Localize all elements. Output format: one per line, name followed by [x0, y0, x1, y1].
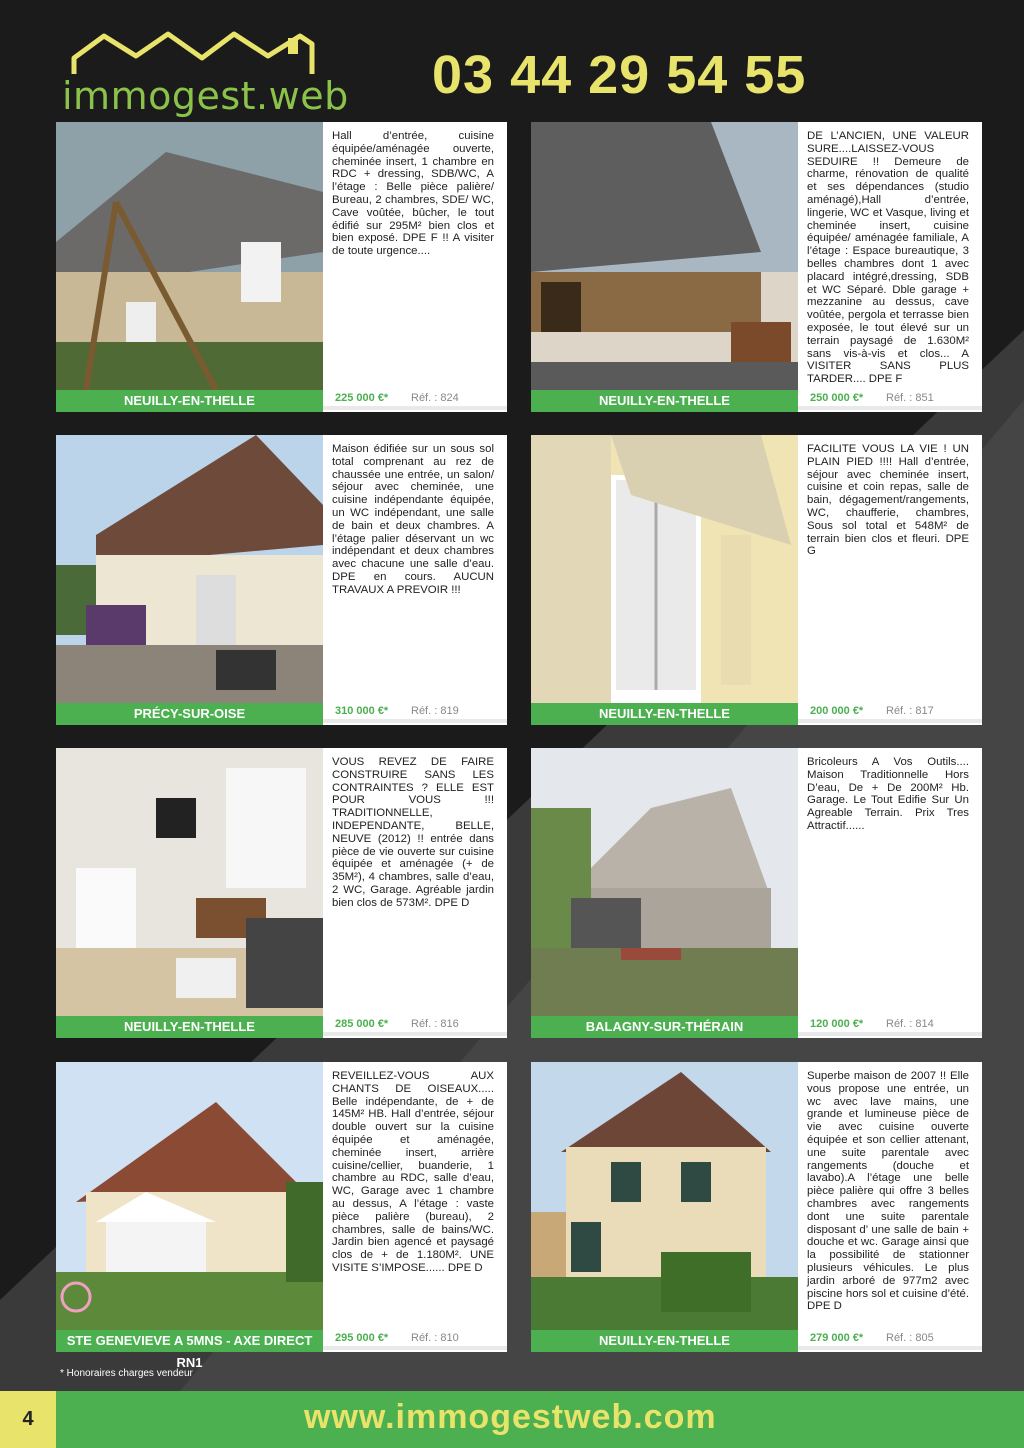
listing-price: 200 000 €*: [810, 705, 864, 717]
listing-photo: [531, 435, 798, 703]
listing-card[interactable]: [531, 122, 982, 412]
listing-description: DE L’ANCIEN, UNE VALEUR SURE....LAISSEZ-VOUS SEDUIRE !! Demeure de charme, rénovation de qualité et ses dépendances (studio aménagé),Hall d’entrée, lingerie, WC et Vasque, living et cheminée insert, cuisine équipée/ aménagée familiale, A l’étage : Espace bureautique, 3 belles chambres dont 1 avec placard intégré,dressing, SDB et WC Séparé. Dble garage + mezzanine au dessus, cave voûtée, pergola et terrasse bien exposée, le tout élevé sur un terrain paysagé de 1.630M² sans vis-à-vis et clos... A VISITER SANS PLUS TARDER.... DPE F: [807, 130, 969, 386]
price-bar: [323, 1016, 507, 1038]
price-underline: [323, 1346, 507, 1350]
listing-card[interactable]: [531, 748, 982, 1038]
ref-label: Réf. :: [411, 1332, 438, 1344]
ref-number: 810: [440, 1332, 459, 1344]
price-underline: [323, 406, 507, 410]
price-underline: [798, 1032, 982, 1036]
price-underline: [323, 719, 507, 723]
price-bar: [798, 1330, 982, 1352]
listing-ref: [411, 705, 459, 717]
listing-photo: [531, 122, 798, 390]
listing-ref: [886, 705, 934, 717]
ref-label: Réf. :: [886, 1018, 913, 1030]
listing-ref: [411, 392, 459, 404]
price-bar: [798, 1016, 982, 1038]
ref-label: Réf. :: [411, 1018, 438, 1030]
ref-number: 824: [440, 392, 459, 404]
listing-ref: [411, 1018, 459, 1030]
listing-card[interactable]: [56, 748, 507, 1038]
ref-number: 817: [915, 705, 934, 717]
listing-card[interactable]: [56, 435, 507, 725]
listing-photo: [531, 748, 798, 1016]
listing-town: NEUILLY-EN-THELLE: [531, 703, 798, 725]
price-bar: [323, 703, 507, 725]
listing-photo: [56, 748, 323, 1016]
listing-description: VOUS REVEZ DE FAIRE CONSTRUIRE SANS LES CONTRAINTES ? ELLE EST POUR VOUS !!! TRADITIONNELLE, INDEPENDANTE, BELLE, NEUVE (2012) !! entrée dans pièce de vie ouverte sur cuisine équipée et aménagée (+ de 35M²), 4 chambres, salle d’eau, 2 WC, Garage. Agréable jardin bien clos de 573M². DPE D: [332, 756, 494, 909]
listing-price: 279 000 €*: [810, 1332, 864, 1344]
listing-photo: [56, 122, 323, 390]
footer: [0, 1391, 1024, 1448]
listing-ref: [411, 1332, 459, 1344]
listing-photo: [56, 435, 323, 703]
listing-card[interactable]: [56, 1062, 507, 1370]
listing-ref: [886, 392, 934, 404]
listing-description: Bricoleurs A Vos Outils.... Maison Traditionnelle Hors D’eau, De + De 200M² Hb. Garage. Le Tout Edifie Sur Un Agreable Terrain. Prix Tres Attractif......: [807, 756, 969, 832]
listing-price: 120 000 €*: [810, 1018, 864, 1030]
listing-description: Maison édifiée sur un sous sol total comprenant au rez de chaussée une entrée, un salon/ séjour avec cheminée, une cuisine indépendante équipée, un WC indépendant, une salle de bain et deux chambres. A l’étage palier déservant un wc indépendant et deux chambres avec chacune une salle d’eau. DPE en cours. AUCUN TRAVAUX A PREVOIR !!!: [332, 443, 494, 596]
listing-card[interactable]: [531, 1062, 982, 1352]
phone-number[interactable]: 03 44 29 54 55: [432, 45, 807, 105]
ref-number: 805: [915, 1332, 934, 1344]
listing-card[interactable]: [56, 122, 507, 412]
listing-price: 285 000 €*: [335, 1018, 389, 1030]
price-underline: [323, 1032, 507, 1036]
listing-town: BALAGNY-SUR-THÉRAIN: [531, 1016, 798, 1038]
ref-label: Réf. :: [411, 705, 438, 717]
logo: [56, 22, 356, 122]
ref-number: 851: [915, 392, 934, 404]
listing-town: PRÉCY-SUR-OISE: [56, 703, 323, 725]
ref-label: Réf. :: [886, 705, 913, 717]
listing-description: Superbe maison de 2007 !! Elle vous propose une entrée, un wc avec lave mains, une grande et lumineuse pièce de vie avec cuisine ouverte équipée et son cellier attenant, une suite parentale avec rangements (douche et lavabo).A l’étage une belle pièce palière qui offre 3 belles chambres avec rangements dont une suite parentale disposant d’ une salle de bain + douche et wc. Garage ainsi que la possibilité de stationner plusieurs véhicules. Le plus jardin arboré de 977m2 avec piscine hors sol et cuisine d’été. DPE D: [807, 1070, 969, 1313]
header: [0, 0, 1024, 122]
listing-description: FACILITE VOUS LA VIE ! UN PLAIN PIED !!!! Hall d’entrée, séjour avec cheminée insert, cuisine et coin repas, salle de bain, dégagement/rangements, WC, chaufferie, chambres, Sous sol total et 548M² de terrain bien clos et fleuri. DPE G: [807, 443, 969, 558]
logo-text: immogest.web: [62, 74, 349, 118]
listing-town: NEUILLY-EN-THELLE: [56, 1016, 323, 1038]
price-bar: [323, 390, 507, 412]
price-bar: [323, 1330, 507, 1352]
price-bar: [798, 703, 982, 725]
price-bar: [798, 390, 982, 412]
listing-photo: [531, 1062, 798, 1330]
ref-number: 814: [915, 1018, 934, 1030]
website-link[interactable]: www.immogestweb.com: [304, 1398, 717, 1436]
listing-town: STE GENEVIEVE A 5MNS - AXE DIRECT RN1: [56, 1330, 323, 1352]
listing-town: NEUILLY-EN-THELLE: [531, 1330, 798, 1352]
page-number: 4: [0, 1391, 56, 1448]
listing-card[interactable]: [531, 435, 982, 725]
ref-label: Réf. :: [411, 392, 438, 404]
listing-price: 225 000 €*: [335, 392, 389, 404]
listing-description: Hall d’entrée, cuisine équipée/aménagée ouverte, cheminée insert, 1 chambre en RDC + dressing, SDB/WC, A l’étage : Belle pièce palière/ Bureau, 2 chambres, SDE/ WC, Cave voûtée, bûcher, le tout édifié sur 295M² bien clos et bien exposé. DPE F !! A visiter de toute urgence....: [332, 130, 494, 258]
listing-price: 295 000 €*: [335, 1332, 389, 1344]
price-underline: [798, 406, 982, 410]
listing-price: 250 000 €*: [810, 392, 864, 404]
listing-ref: [886, 1018, 934, 1030]
house-roofs-icon: [56, 22, 356, 82]
ref-number: 819: [440, 705, 459, 717]
price-underline: [798, 719, 982, 723]
listing-town: NEUILLY-EN-THELLE: [531, 390, 798, 412]
price-underline: [798, 1346, 982, 1350]
ref-number: 816: [440, 1018, 459, 1030]
ref-label: Réf. :: [886, 1332, 913, 1344]
listing-photo: [56, 1062, 323, 1330]
footnote: * Honoraires charges vendeur: [60, 1368, 193, 1379]
listing-ref: [886, 1332, 934, 1344]
listing-description: REVEILLEZ-VOUS AUX CHANTS DE OISEAUX..... Belle indépendante, de + de 145M² HB. Hall d’entrée, séjour double ouvert sur la cuisine équipée et aménagée, cheminée insert, arrière cuisine/cellier, buanderie, 1 chambre au RDC, salle d’eau, WC, Garage avec 1 chambre au dessus, A l’étage : vaste pièce palière (bureau), 2 chambres, salle de bains/WC. Jardin bien agencé et paysagé clos de + de 1.180M². UNE VISITE S’IMPOSE...... DPE D: [332, 1070, 494, 1274]
listing-town: NEUILLY-EN-THELLE: [56, 390, 323, 412]
ref-label: Réf. :: [886, 392, 913, 404]
listing-price: 310 000 €*: [335, 705, 389, 717]
